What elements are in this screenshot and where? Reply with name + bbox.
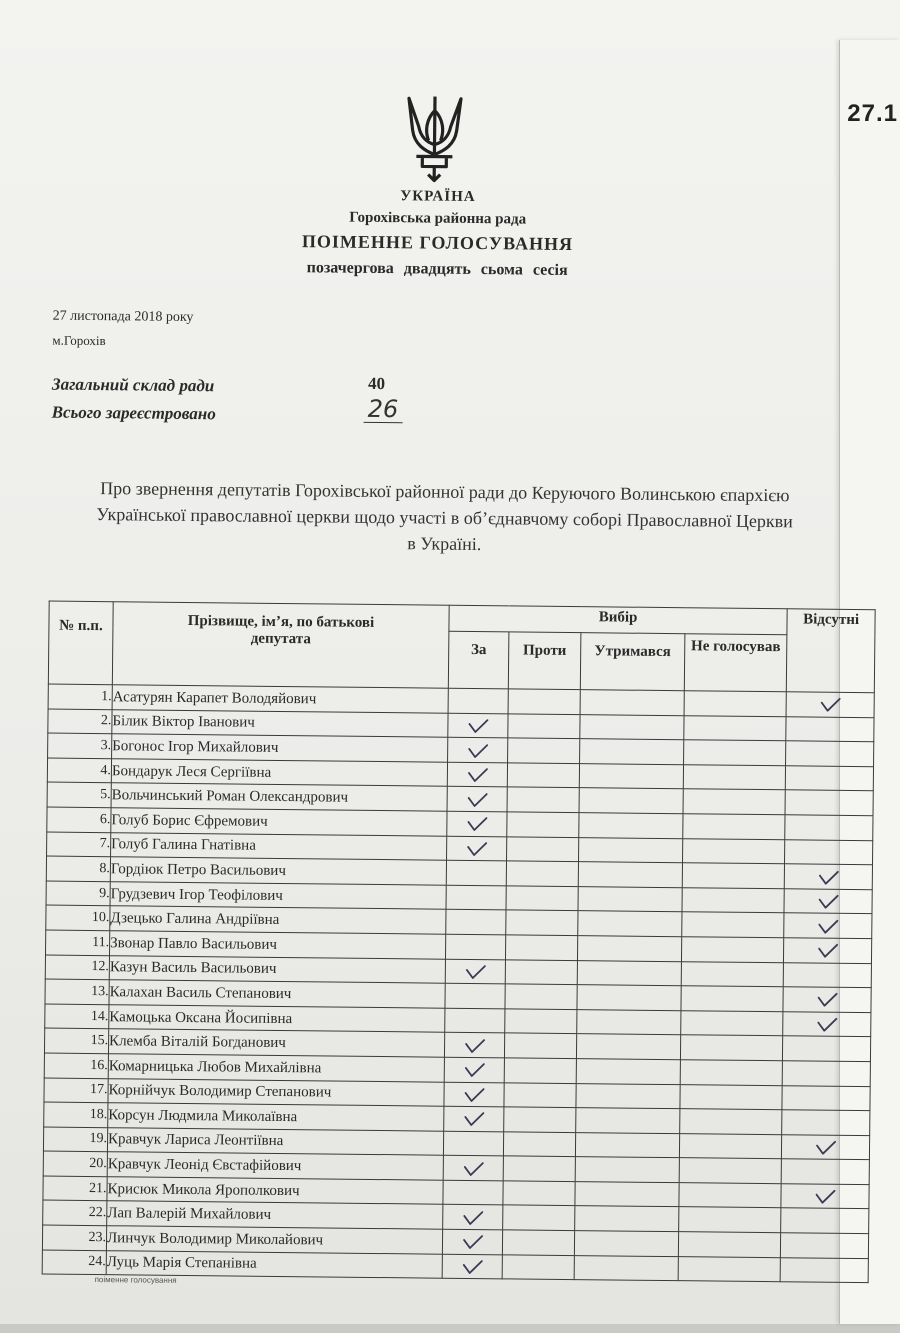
resolution-subject: Про звернення депутатів Горохівської районної ради до Керуючого Волинською єпархією Української православної церкви щодо участі в об’єднавчому соборі Православної Церкви в Україні. (96, 478, 793, 555)
vote-cell-for (443, 1180, 503, 1205)
total-members-value: 40 (367, 373, 386, 394)
checkmark-icon (463, 963, 487, 981)
vote-cell-abstain (580, 714, 684, 740)
vote-cell-absent (781, 1134, 869, 1160)
vote-cell-abstain (579, 813, 683, 839)
vote-cell-absent (786, 741, 874, 767)
row-number: 4. (47, 758, 111, 783)
vote-cell-not-voted (679, 1133, 781, 1159)
vote-cell-for (445, 1008, 505, 1033)
vote-cell-against (505, 984, 577, 1009)
vote-cell-for (447, 787, 507, 812)
checkmark-icon (816, 868, 840, 886)
vote-cell-against (502, 1230, 574, 1255)
vote-cell-not-voted (683, 789, 785, 815)
vote-cell-not-voted (682, 863, 784, 889)
document-city: м.Горохів (52, 332, 106, 349)
vote-cell-absent (785, 815, 873, 841)
vote-cell-not-voted (679, 1183, 781, 1209)
vote-cell-for (447, 836, 507, 861)
vote-cell-against (507, 836, 579, 861)
checkmark-icon (462, 1037, 486, 1055)
row-number: 7. (47, 832, 111, 857)
row-number: 17. (44, 1078, 108, 1103)
row-number: 2. (48, 709, 112, 734)
vote-cell-for (443, 1205, 503, 1230)
vote-cell-not-voted (681, 1010, 783, 1036)
col-group-choice: Вибір (449, 605, 787, 634)
row-number: 12. (45, 955, 109, 980)
row-number: 10. (46, 905, 110, 930)
vote-cell-absent (786, 692, 874, 718)
vote-cell-absent (784, 913, 872, 939)
row-number: 19. (43, 1127, 107, 1152)
vote-cell-abstain (580, 739, 684, 765)
vote-cell-for (444, 1082, 504, 1107)
vote-cell-against (508, 689, 580, 714)
vote-cell-abstain (578, 886, 682, 912)
row-number: 14. (45, 1004, 109, 1029)
row-number: 6. (47, 807, 111, 832)
vote-cell-abstain (580, 690, 684, 716)
row-number: 22. (43, 1200, 107, 1225)
vote-cell-against (503, 1181, 575, 1206)
row-number: 8. (46, 856, 110, 881)
vote-cell-absent (783, 962, 871, 988)
vote-cell-against (507, 812, 579, 837)
vote-cell-absent (786, 716, 874, 742)
vote-cell-absent (784, 938, 872, 964)
vote-cell-absent (785, 790, 873, 816)
vote-cell-absent (783, 987, 871, 1013)
checkmark-icon (813, 1139, 837, 1157)
checkmark-icon (462, 1061, 486, 1079)
vote-table (42, 601, 876, 1284)
checkmark-icon (465, 791, 489, 809)
deputy-name: Комарницька Любов Михайлівна (108, 1054, 444, 1082)
checkmark-icon (466, 741, 490, 759)
vote-cell-absent (782, 1085, 870, 1111)
deputy-name: Казун Василь Васильович (109, 955, 445, 983)
vote-cell-not-voted (683, 814, 785, 840)
vote-cell-not-voted (684, 715, 786, 741)
deputy-name: Корсун Людмила Миколаївна (108, 1103, 444, 1131)
vote-cell-not-voted (678, 1232, 780, 1258)
vote-cell-abstain (579, 763, 683, 789)
deputy-name: Калахан Василь Степанович (109, 980, 445, 1008)
vote-cell-absent (781, 1159, 869, 1185)
vote-cell-not-voted (681, 937, 783, 963)
header-country: УКРАЇНА (400, 188, 476, 205)
vote-cell-against (504, 1058, 576, 1083)
col-header-abstained: Утримався (580, 632, 685, 690)
deputy-name: Звонар Павло Васильович (110, 931, 446, 959)
vote-cell-against (508, 713, 580, 738)
vote-cell-abstain (576, 1108, 680, 1134)
deputy-name: Вольчинський Роман Олександрович (111, 783, 447, 811)
vote-cell-absent (781, 1184, 869, 1210)
row-number: 13. (45, 979, 109, 1004)
registered-label: Всього зареєстровано (51, 402, 216, 424)
deputy-name: Богонос Ігор Михайлович (112, 734, 448, 762)
vote-cell-abstain (577, 936, 681, 962)
deputy-name: Клемба Віталій Богданович (108, 1029, 444, 1057)
deputy-name: Корнійчук Володимир Степанович (108, 1078, 444, 1106)
checkmark-icon (462, 1110, 486, 1128)
deputy-name: Асатурян Карапет Володяйович (112, 685, 448, 713)
deputy-name: Голуб Галина Гнатівна (111, 832, 447, 860)
vote-cell-abstain (577, 985, 681, 1011)
deputy-name: Бондарук Леся Сергіївна (111, 758, 447, 786)
vote-cell-for (445, 934, 505, 959)
row-number: 5. (47, 782, 111, 807)
vote-cell-against (506, 886, 578, 911)
document-date: 27 листопада 2018 року (52, 308, 194, 326)
deputy-name: Луць Марія Степанівна (106, 1250, 442, 1278)
vote-cell-abstain (575, 1181, 679, 1207)
row-number: 18. (44, 1102, 108, 1127)
vote-cell-against (504, 1033, 576, 1058)
vote-cell-against (504, 1082, 576, 1107)
underlying-sheet-date: 27.1 (847, 100, 898, 127)
deputy-name: Кравчук Леонід Євстафійович (107, 1152, 443, 1180)
checkmark-icon (816, 942, 840, 960)
vote-cell-abstain (578, 862, 682, 888)
vote-cell-abstain (576, 1034, 680, 1060)
vote-cell-for (442, 1229, 502, 1254)
vote-cell-absent (780, 1233, 868, 1259)
vote-cell-against (505, 959, 577, 984)
vote-cell-absent (784, 864, 872, 890)
vote-cell-absent (780, 1257, 868, 1283)
vote-cell-absent (783, 1011, 871, 1037)
vote-cell-absent (781, 1208, 869, 1234)
vote-cell-absent (785, 839, 873, 865)
vote-cell-not-voted (682, 912, 784, 938)
total-members-label: Загальний склад ради (51, 374, 215, 396)
checkmark-icon (816, 917, 840, 935)
vote-cell-for (447, 762, 507, 787)
row-number: 23. (42, 1225, 106, 1250)
vote-cell-for (443, 1131, 503, 1156)
vote-cell-for (444, 1106, 504, 1131)
vote-cell-absent (782, 1110, 870, 1136)
vote-cell-abstain (579, 837, 683, 863)
vote-cell-for (448, 688, 508, 713)
header-session: позачергова двадцять сьома сесія (306, 259, 568, 279)
deputy-name: Дзецько Галина Андріївна (110, 906, 446, 934)
vote-cell-abstain (577, 960, 681, 986)
row-number: 15. (44, 1028, 108, 1053)
vote-cell-against (506, 910, 578, 935)
deputy-name: Крисюк Микола Ярополкович (107, 1177, 443, 1205)
deputy-name: Гордіюк Петро Васильович (110, 857, 446, 885)
vote-cell-against (503, 1205, 575, 1230)
registered-value: 26 (364, 396, 403, 423)
vote-cell-abstain (575, 1132, 679, 1158)
vote-cell-for (448, 713, 508, 738)
vote-cell-for (448, 737, 508, 762)
row-number: 11. (46, 930, 110, 955)
vote-cell-for (443, 1155, 503, 1180)
deputy-name: Голуб Борис Єфремович (111, 808, 447, 836)
vote-cell-against (507, 763, 579, 788)
checkmark-icon (462, 1086, 486, 1104)
row-number: 3. (48, 733, 112, 758)
checkmark-icon (816, 893, 840, 911)
vote-cell-for (442, 1254, 502, 1279)
deputy-name: Камоцька Оксана Йосипівна (109, 1004, 445, 1032)
vote-cell-against (506, 861, 578, 886)
vote-cell-absent (782, 1061, 870, 1087)
vote-cell-abstain (575, 1206, 679, 1232)
checkmark-icon (813, 1188, 837, 1206)
vote-cell-not-voted (684, 740, 786, 766)
row-number: 21. (43, 1176, 107, 1201)
vote-cell-abstain (576, 1083, 680, 1109)
footer-note: поіменне голосування (94, 1275, 177, 1285)
row-number: 9. (46, 881, 110, 906)
checkmark-icon (815, 1016, 839, 1034)
vote-cell-against (508, 738, 580, 763)
checkmark-icon (818, 696, 842, 714)
page-title: ПОІМЕННЕ ГОЛОСУВАННЯ (301, 231, 574, 255)
vote-cell-abstain (579, 788, 683, 814)
vote-cell-not-voted (680, 1109, 782, 1135)
vote-cell-against (504, 1107, 576, 1132)
vote-cell-against (503, 1156, 575, 1181)
checkmark-icon (461, 1160, 485, 1178)
vote-cell-abstain (575, 1157, 679, 1183)
vote-cell-for (446, 885, 506, 910)
col-header-name: Прізвище, ім’я, по батькові депутата (112, 602, 449, 689)
row-number: 24. (42, 1250, 106, 1275)
vote-cell-for (445, 983, 505, 1008)
vote-cell-not-voted (680, 1035, 782, 1061)
vote-cell-abstain (576, 1059, 680, 1085)
row-number: 20. (43, 1151, 107, 1176)
deputy-name: Линчук Володимир Миколайович (106, 1226, 442, 1254)
vote-cell-for (444, 1057, 504, 1082)
vote-cell-not-voted (679, 1207, 781, 1233)
deputy-name: Білик Віктор Іванович (112, 709, 448, 737)
vote-cell-not-voted (683, 838, 785, 864)
vote-cell-abstain (577, 1009, 681, 1035)
col-header-number: № п.п. (48, 601, 113, 685)
vote-cell-not-voted (681, 986, 783, 1012)
vote-cell-for (447, 811, 507, 836)
vote-cell-not-voted (680, 1060, 782, 1086)
col-header-not-voted: Не голосував (684, 634, 787, 692)
vote-cell-against (507, 787, 579, 812)
vote-rows (42, 684, 874, 1283)
checkmark-icon (465, 766, 489, 784)
vote-cell-absent (782, 1036, 870, 1062)
vote-cell-not-voted (679, 1158, 781, 1184)
vote-cell-for (445, 959, 505, 984)
checkmark-icon (465, 815, 489, 833)
checkmark-icon (461, 1209, 485, 1227)
trident-icon (402, 92, 467, 185)
checkmark-icon (460, 1233, 484, 1251)
vote-cell-abstain (578, 911, 682, 937)
vote-cell-for (446, 910, 506, 935)
header-council: Горохівська районна рада (349, 209, 527, 228)
vote-cell-not-voted (681, 961, 783, 987)
vote-cell-absent (785, 766, 873, 792)
vote-cell-against (502, 1254, 574, 1279)
vote-cell-absent (784, 889, 872, 915)
col-header-absent: Відсутні (786, 609, 875, 693)
row-number: 1. (48, 684, 112, 709)
vote-cell-not-voted (682, 887, 784, 913)
vote-cell-not-voted (678, 1256, 780, 1282)
deputy-name: Кравчук Лариса Леонтіївна (107, 1127, 443, 1155)
vote-cell-not-voted (680, 1084, 782, 1110)
vote-cell-for (444, 1033, 504, 1058)
col-header-against: Проти (508, 632, 581, 690)
vote-cell-against (503, 1132, 575, 1157)
checkmark-icon (815, 991, 839, 1009)
checkmark-icon (465, 840, 489, 858)
row-number: 16. (44, 1053, 108, 1078)
col-header-for: За (448, 631, 509, 689)
deputy-name: Грудзевич Ігор Теофілович (110, 881, 446, 909)
vote-cell-against (505, 1009, 577, 1034)
checkmark-icon (466, 717, 490, 735)
vote-cell-abstain (574, 1231, 678, 1257)
deputy-name: Лап Валерій Михайлович (107, 1201, 443, 1229)
vote-cell-against (505, 935, 577, 960)
vote-cell-not-voted (683, 764, 785, 790)
vote-cell-not-voted (684, 691, 786, 717)
vote-cell-abstain (574, 1255, 678, 1281)
checkmark-icon (460, 1258, 484, 1276)
vote-cell-for (446, 860, 506, 885)
